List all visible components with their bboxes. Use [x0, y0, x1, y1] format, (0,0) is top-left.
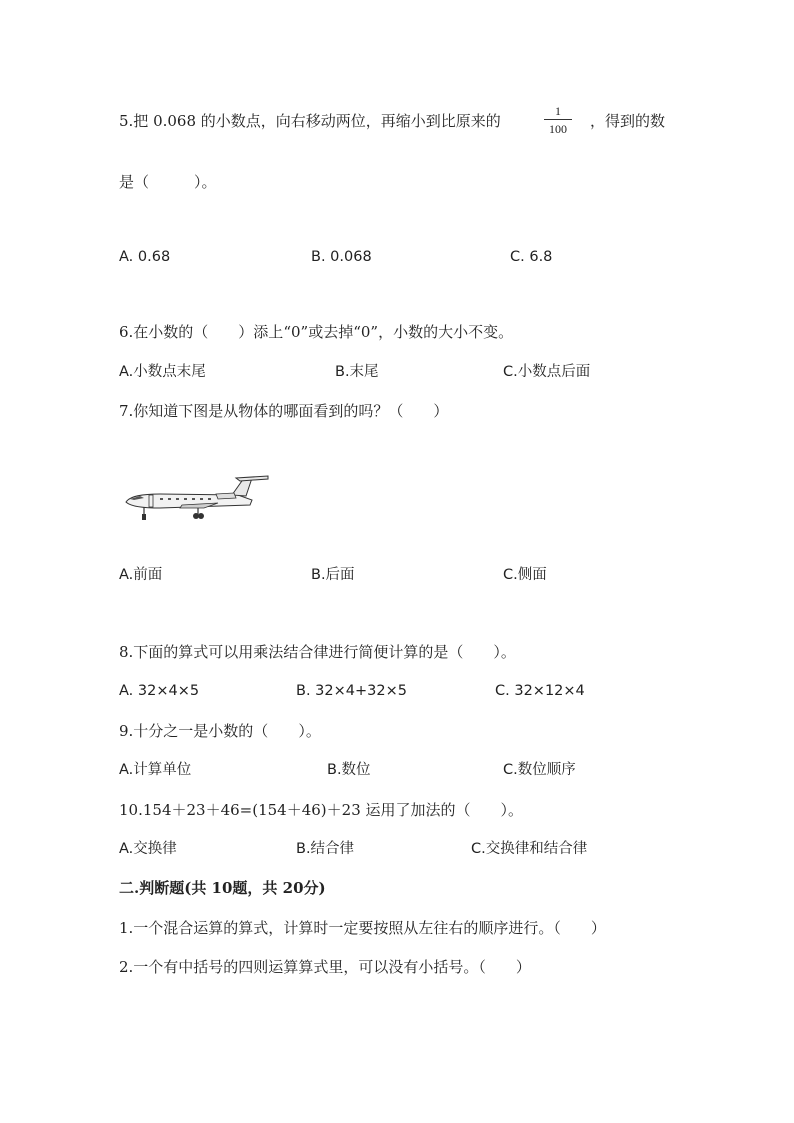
- q5-fraction-denominator: 100: [549, 122, 567, 136]
- q7-option-c: C.侧面: [503, 567, 547, 583]
- q10-option-c: C.交换律和结合律: [471, 841, 588, 857]
- section2-title: 二.判断题(共 10题，共 20分): [119, 879, 326, 897]
- q9-option-b: B.数位: [327, 762, 371, 778]
- q5-stem-part2: ，得到的数: [590, 112, 666, 130]
- q6-option-b: B.末尾: [335, 364, 379, 380]
- q8-option-c: C. 32×12×4: [495, 683, 585, 699]
- airplane-side-view-icon: [120, 472, 272, 526]
- q5-option-a: A. 0.68: [119, 249, 171, 265]
- section2-item-2: 2.一个有中括号的四则运算算式里，可以没有小括号。（ ）: [119, 958, 531, 976]
- q5-option-c: C. 6.8: [510, 249, 553, 265]
- q7-option-a: A.前面: [119, 567, 163, 583]
- q8-stem: 8.下面的算式可以用乘法结合律进行简便计算的是（ ）。: [119, 643, 516, 661]
- q6-stem: 6.在小数的（ ）添上“0”或去掉“0”，小数的大小不变。: [119, 323, 514, 341]
- q5-fraction: [540, 104, 576, 136]
- q5-fraction-numerator: 1: [555, 104, 561, 118]
- q8-option-a: A. 32×4×5: [119, 683, 200, 699]
- q7-option-b: B.后面: [311, 567, 355, 583]
- q9-option-a: A.计算单位: [119, 762, 192, 778]
- q5-option-b: B. 0.068: [311, 249, 372, 265]
- q6-option-a: A.小数点末尾: [119, 364, 206, 380]
- q10-option-a: A.交换律: [119, 841, 177, 857]
- q5-stem-part1: 5.把 0.068 的小数点，向右移动两位，再缩小到比原来的: [119, 112, 501, 130]
- q10-stem: 10.154＋23＋46=(154＋46)＋23 运用了加法的（ ）。: [119, 801, 524, 819]
- q7-stem: 7.你知道下图是从物体的哪面看到的吗？（ ）: [119, 402, 449, 420]
- q5-stem-part3: 是（ ）。: [119, 173, 217, 191]
- q9-option-c: C.数位顺序: [503, 762, 576, 778]
- q6-option-c: C.小数点后面: [503, 364, 591, 380]
- section2-item-1: 1.一个混合运算的算式，计算时一定要按照从左往右的顺序进行。（ ）: [119, 919, 606, 937]
- q5-fraction-bar: [544, 119, 572, 120]
- q10-option-b: B.结合律: [296, 841, 355, 857]
- q8-option-b: B. 32×4+32×5: [296, 683, 407, 699]
- q9-stem: 9.十分之一是小数的（ ）。: [119, 722, 321, 740]
